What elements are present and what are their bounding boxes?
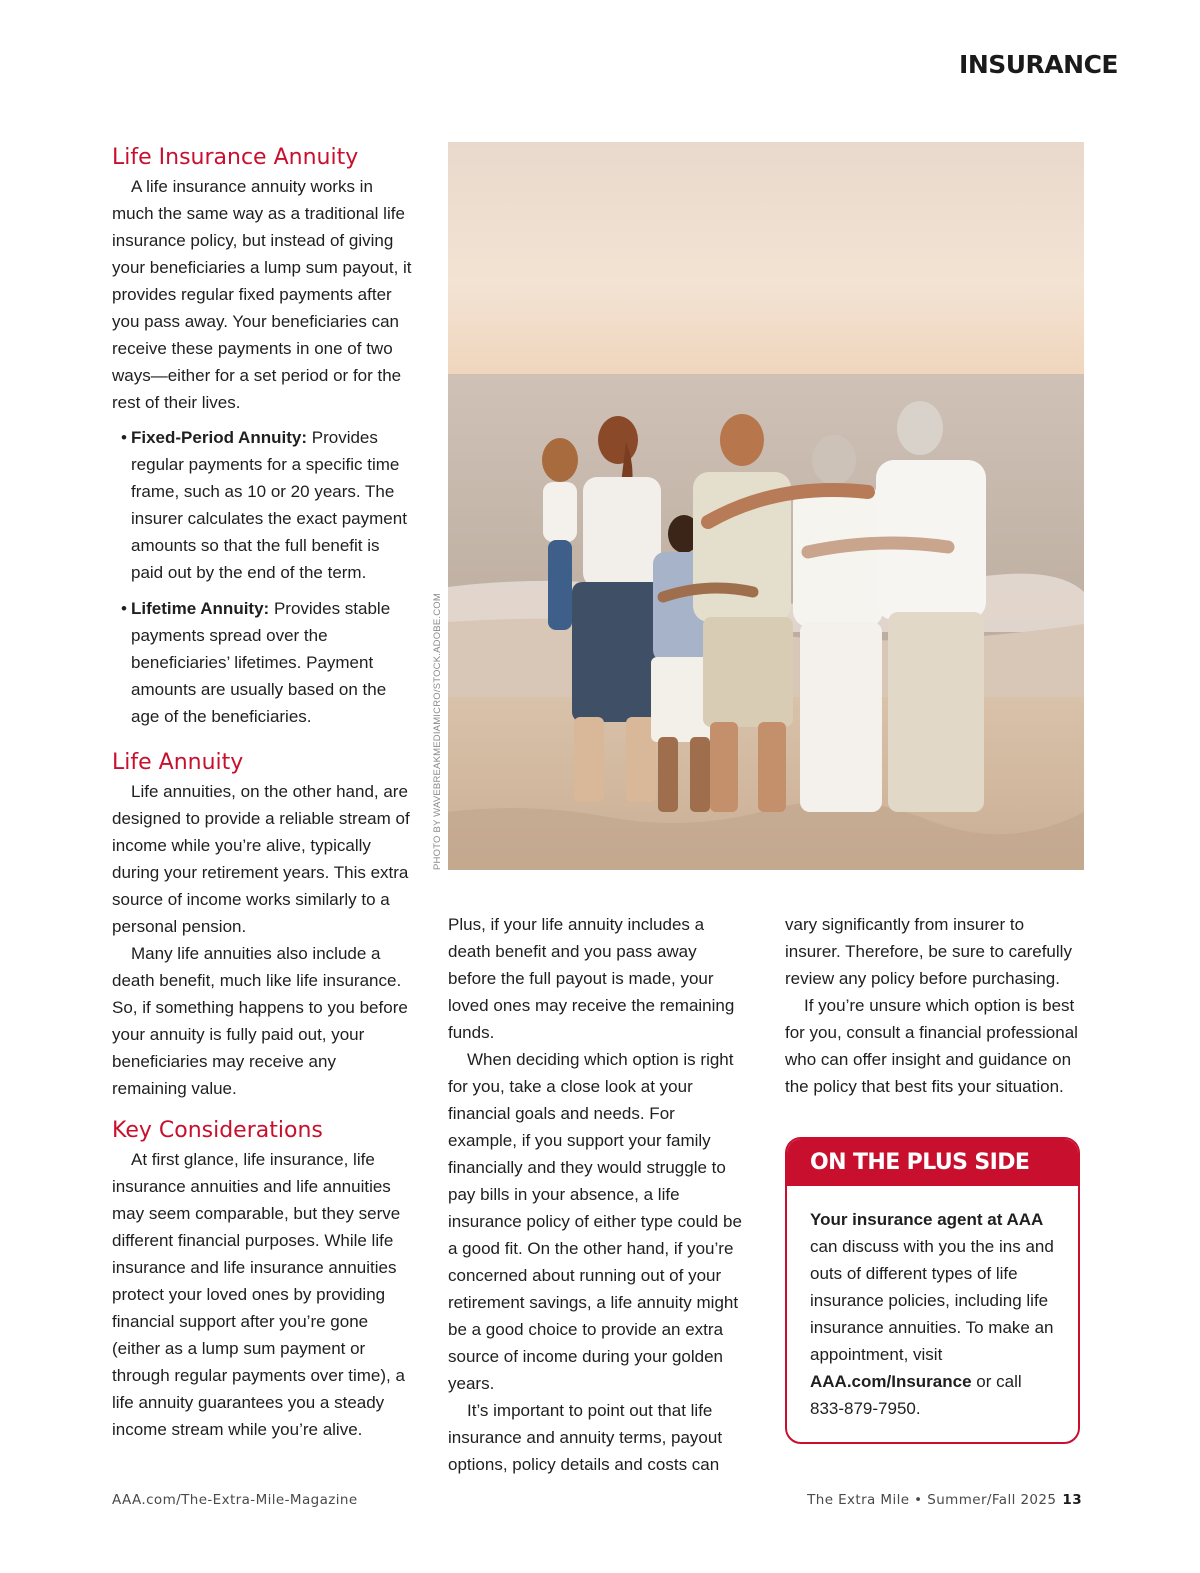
sidebar-title: ON THE PLUS SIDE: [787, 1139, 1078, 1186]
sidebar-text: can discuss with you the ins and outs of different types of life insurance policies, including life insurance annuities. To make an appointment, visit: [810, 1237, 1054, 1364]
family-beach-photo: [448, 142, 1084, 870]
heading-key-considerations: Key Considerations: [112, 1118, 323, 1143]
body-paragraph: When deciding which option is right for you, take a close look at your financial goals and needs. For example, if you support your family financially and they would struggle to pay bills in your absence, a life insurance policy of either type could be a good fit. On the other hand, if you’re concerned about running out of your retirement savings, a life annuity might be a good choice to provide an extra source of income during your golden years.: [448, 1050, 742, 1393]
insurance-link[interactable]: AAA.com/Insurance: [810, 1372, 972, 1391]
annuity-types-list: [112, 424, 412, 730]
page-number: 13: [1062, 1492, 1082, 1508]
footer-issue: [807, 1492, 1082, 1508]
plus-side-sidebar: [785, 1137, 1080, 1444]
body-paragraph: At first glance, life insurance, life insurance annuities and life annuities may seem comparable, but they serve different financial purposes. While life insurance and life insurance annuities protect your loved ones by providing financial support after you’re gone (either as a lump sum payment or through regular payments over time), a life annuity guarantees you a steady income stream while you’re alive.: [112, 1150, 405, 1439]
footer-url[interactable]: AAA.com/The-Extra-Mile-Magazine: [112, 1492, 358, 1508]
body-paragraph: Plus, if your life annuity includes a death benefit and you pass away before the full payout is made, your loved ones may receive the remaining funds.: [448, 915, 735, 1042]
body-paragraph: If you’re unsure which option is best for you, consult a financial professional who can offer insight and guidance on the policy that best fits your situation.: [785, 996, 1078, 1096]
body-paragraph: vary significantly from insurer to insurer. Therefore, be sure to carefully review any policy before purchasing.: [785, 915, 1072, 988]
sidebar-bold-lead: Your insurance agent at AAA: [810, 1210, 1044, 1229]
middle-column: [448, 911, 748, 1478]
body-paragraph: It’s important to point out that life insurance and annuity terms, payout options, policy details and costs can: [448, 1401, 723, 1474]
bullet-text: Provides stable payments spread over the beneficiaries’ lifetimes. Payment amounts are usually based on the age of the beneficiaries.: [131, 599, 391, 726]
left-column: [112, 143, 412, 1443]
list-item: [121, 595, 412, 730]
heading-life-insurance-annuity: Life Insurance Annuity: [112, 145, 359, 170]
right-column: [785, 911, 1081, 1100]
sidebar-text: or call 833-879-7950.: [810, 1372, 1022, 1418]
photo-credit: PHOTO BY WAVEBREAKMEDIAMICRO/STOCK.ADOBE.COM: [432, 593, 443, 870]
body-paragraph: A life insurance annuity works in much the same way as a traditional life insurance policy, but instead of giving your beneficiaries a lump sum payout, it provides regular fixed payments after you pass away. Your beneficiaries can receive these payments in one of two ways—either for a set period or for the rest of their lives.: [112, 177, 412, 412]
bullet-text: Provides regular payments for a specific time frame, such as 10 or 20 years. The insurer calculates the exact payment amounts so that the full benefit is paid out by the end of the term.: [131, 428, 407, 582]
bullet-dot: •: [121, 599, 127, 618]
list-item: [121, 424, 412, 586]
footer-issue-text: The Extra Mile • Summer/Fall 2025: [807, 1492, 1057, 1508]
bullet-term: Lifetime Annuity:: [131, 599, 270, 618]
sidebar-body: [787, 1186, 1078, 1422]
bullet-dot: •: [121, 428, 127, 447]
body-paragraph: Many life annuities also include a death benefit, much like life insurance. So, if something happens to you before your annuity is fully paid out, your beneficiaries may receive any remaining value.: [112, 944, 408, 1098]
body-paragraph: Life annuities, on the other hand, are designed to provide a reliable stream of income while you’re alive, typically during your retirement years. This extra source of income works similarly to a personal pension.: [112, 782, 410, 936]
section-label: INSURANCE: [959, 50, 1118, 79]
heading-life-annuity: Life Annuity: [112, 750, 244, 775]
bullet-term: Fixed-Period Annuity:: [131, 428, 307, 447]
